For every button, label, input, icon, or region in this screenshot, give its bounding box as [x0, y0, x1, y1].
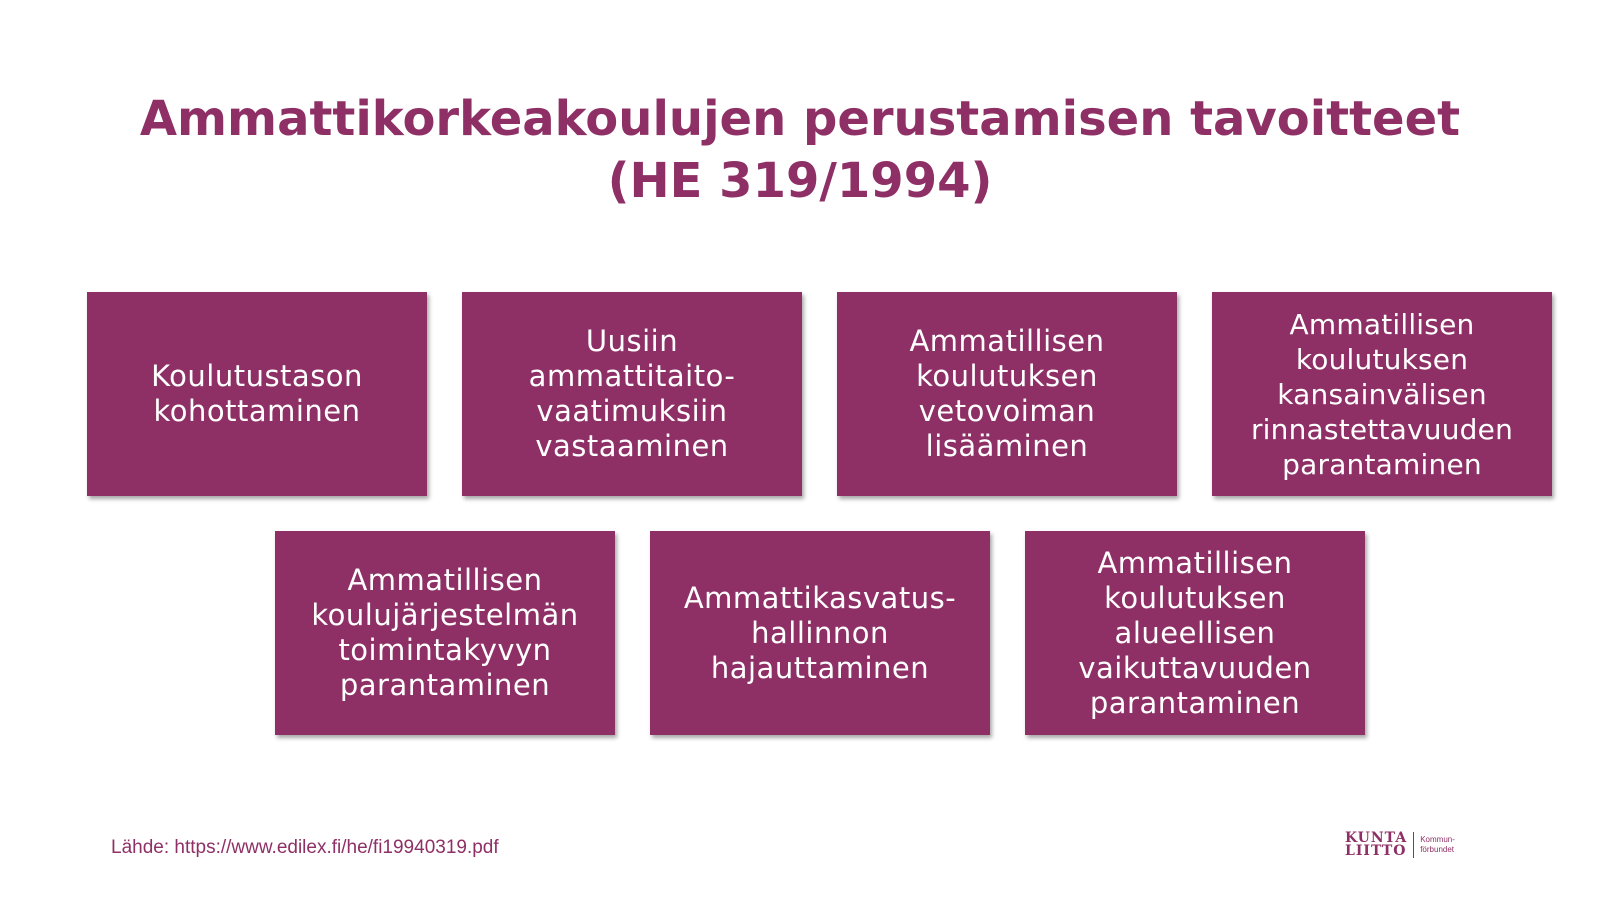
goal-box-text: Ammattikasvatus-: [683, 580, 957, 615]
logo-subtitle: [1420, 835, 1455, 855]
goal-box-text: kohottaminen: [153, 394, 361, 428]
logo-wordmark: [1345, 832, 1407, 858]
goal-box-text: hajauttaminen: [710, 650, 930, 685]
goal-box-text: ammattitaito-: [528, 359, 736, 393]
goal-box-2: [462, 292, 802, 496]
goal-box-text: toimintakyvyn: [338, 633, 552, 667]
goal-box-text: vaatimuksiin: [536, 394, 728, 428]
goal-box-text: parantaminen: [339, 668, 551, 702]
goal-box-text: Uusiin: [585, 324, 679, 358]
goal-box-text: vastaaminen: [535, 429, 729, 463]
goal-box-text: hallinnon: [751, 615, 889, 650]
goal-box-text: koulutuksen: [1295, 342, 1469, 376]
goal-box-text: lisääminen: [925, 429, 1089, 463]
goal-box-text: Ammatillisen: [1097, 545, 1293, 580]
logo-divider: [1413, 832, 1414, 858]
logo-sub-line-2: förbundet: [1420, 845, 1455, 854]
goal-box-6: [650, 531, 990, 735]
goal-box-7: [1025, 531, 1365, 735]
goal-box-text: kansainvälisen: [1277, 377, 1487, 411]
goal-box-text: vetovoiman: [918, 394, 1096, 428]
title-line-1: Ammattikorkeakoulujen perustamisen tavoitteet: [139, 91, 1461, 147]
goal-box-text: alueellisen: [1114, 615, 1276, 650]
goal-box-text: parantaminen: [1089, 685, 1301, 720]
source-citation: Lähde: https://www.edilex.fi/he/fi19940319.pdf: [111, 837, 499, 858]
goal-box-text: parantaminen: [1282, 447, 1482, 481]
title-line-2: (HE 319/1994): [607, 153, 993, 209]
goal-box-text: Koulutustason: [151, 359, 363, 393]
goal-box-text: koulutuksen: [1104, 580, 1286, 615]
goal-box-text: koulujärjestelmän: [311, 598, 579, 632]
page-title: [60, 88, 1540, 212]
logo-word-line-2: LIITTO: [1345, 843, 1407, 859]
goal-box-text: koulutuksen: [916, 359, 1098, 393]
goal-box-1: [87, 292, 427, 496]
goal-box-text: vaikuttavuuden: [1078, 650, 1312, 685]
goal-box-text: Ammatillisen: [347, 563, 543, 597]
logo-word-line-1: KUNTA: [1345, 830, 1408, 846]
kuntaliitto-logo: [1345, 829, 1505, 861]
goal-box-text: rinnastettavuuden: [1250, 412, 1514, 446]
goal-box-text: Ammatillisen: [909, 324, 1105, 358]
goal-box-5: [275, 531, 615, 735]
goal-box-text: Ammatillisen: [1289, 307, 1475, 341]
logo-sub-line-1: Kommun-: [1420, 835, 1455, 844]
goal-box-3: [837, 292, 1177, 496]
goal-box-4: [1212, 292, 1552, 496]
